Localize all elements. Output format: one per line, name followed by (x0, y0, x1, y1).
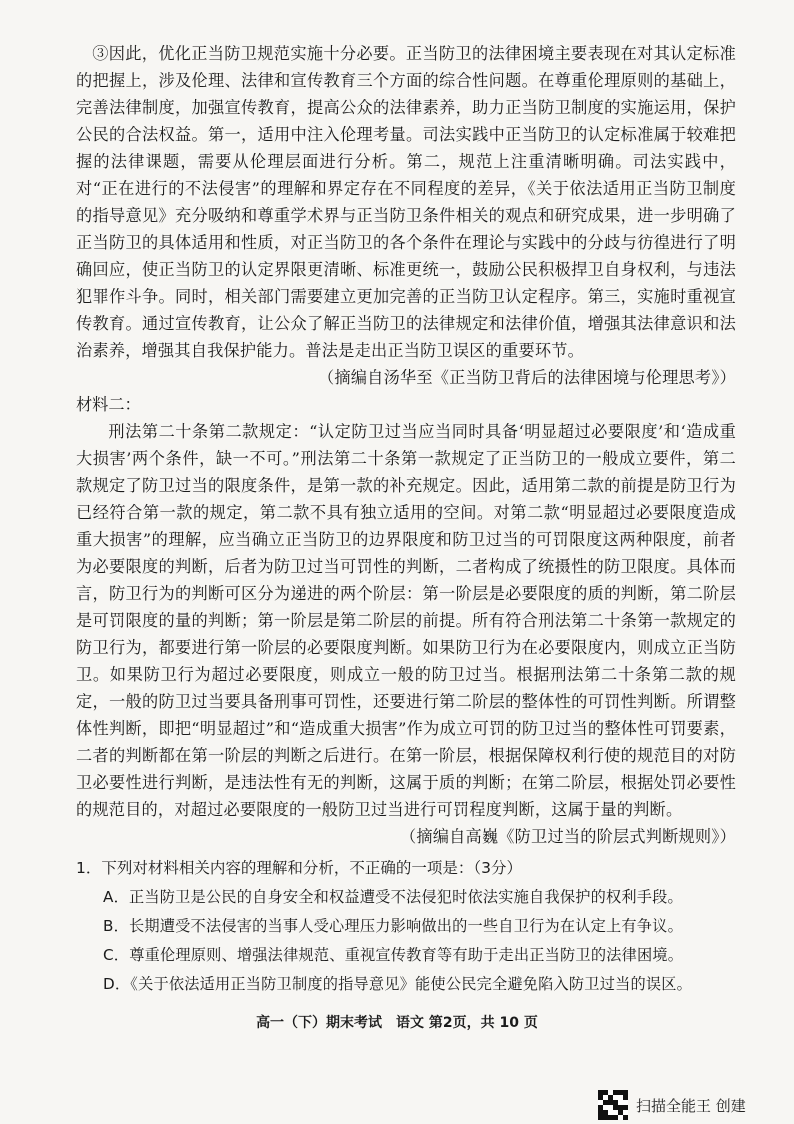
page-footer: 高一（下）期末考试 语文 第2页，共 10 页 (256, 1015, 538, 1031)
material2-paragraph: 刑法第二十条第二款规定：“认定防卫过当应当同时具备‘明显超过必要限度’和‘造成重大损害’两个条件，缺一不可。”刑法第二十条第一款规定了正当防卫的一般成立要件，第二款规定了防卫过当的限度条件，是第一款的补充规定。因此，适用第二款的前提是防卫行为已经符合第一款的规定，第二款不具有独立适用的空间。对第二款“明显超过必要限度造成重大损害”的理解，应当确立正当防卫的边界限度和防卫过当的可罚限度这两种限度，前者为必要限度的判断，后者为防卫过当可罚性的判断，二者构成了统摄性的防卫限度。具体而言，防卫行为的判断可区分为递进的两个阶层：第一阶层是必要限度的质的判断，第二阶层是可罚限度的量的判断；第一阶层是第二阶层的前提。所有符合刑法第二十条第一款规定的防卫行为，都要进行第一阶层的必要限度判断。如果防卫行为在必要限度内，则成立正当防卫。如果防卫行为超过必要限度，则成立一般的防卫过当。根据刑法第二十条第二款的规定，一般的防卫过当要具备刑事可罚性，还要进行第二阶层的整体性的可罚性判断。所谓整体性判断，即把“明显超过”和“造成重大损害”作为成立可罚的防卫过当的整体性可罚要素，二者的判断都在第一阶层的判断之后进行。在第一阶层，根据保障权利行使的规范目的对防卫必要性进行判断，是违法性有无的判断，这属于质的判断；在第二阶层，根据处罚必要性的规范目的，对超过必要限度的一般防卫过当进行可罚程度判断，这属于量的判断。 (76, 422, 736, 819)
qr-code-icon (598, 1090, 628, 1120)
question-stem: 1．下列对材料相关内容的理解和分析，不正确的一项是：（3分） (76, 859, 522, 877)
scanner-watermark (598, 1090, 746, 1120)
option-d: D．《关于依法适用正当防卫制度的指导意见》能使公民完全避免陷入防卫过当的误区。 (103, 975, 693, 993)
option-a: A．正当防卫是公民的自身安全和权益遭受不法侵犯时依法实施自我保护的权利手段。 (103, 888, 683, 906)
watermark-text: 扫描全能王 创建 (636, 1096, 746, 1115)
material2-source: （摘编自高巍《防卫过当的阶层式判断规则》） (399, 827, 736, 846)
option-c: C．尊重伦理原则、增强法律规范、重视宣传教育等有助于走出正当防卫的法律困境。 (103, 946, 684, 964)
option-b: B．长期遭受不法侵害的当事人受心理压力影响做出的一些自卫行为在认定上有争议。 (103, 917, 683, 935)
material1-source: （摘编自汤华至《正当防卫背后的法律困境与伦理思考》） (318, 368, 736, 387)
page-content (76, 40, 736, 999)
material2-label: 材料二： (76, 395, 141, 414)
material1-paragraph: ③因此，优化正当防卫规范实施十分必要。正当防卫的法律困境主要表现在对其认定标准的把握上，涉及伦理、法律和宣传教育三个方面的综合性问题。在尊重伦理原则的基础上，完善法律制度，加强宣传教育，提高公众的法律素养，助力正当防卫制度的实施运用，保护公民的合法权益。第一，适用中注入伦理考量。司法实践中正当防卫的认定标准属于较难把握的法律课题，需要从伦理层面进行分析。第二，规范上注重清晰明确。司法实践中，对“正在进行的不法侵害”的理解和界定存在不同程度的差异，《关于依法适用正当防卫制度的指导意见》充分吸纳和尊重学术界与正当防卫条件相关的观点和研究成果，进一步明确了正当防卫的具体适用和性质，对正当防卫的各个条件在理论与实践中的分歧与彷徨进行了明确回应，使正当防卫的认定界限更清晰、标准更统一，鼓励公民积极捍卫自身权利，与违法犯罪作斗争。同时，相关部门需要建立更加完善的正当防卫认定程序。第三，实施时重视宣传教育。通过宣传教育，让公众了解正当防卫的法律规定和法律价值，增强其法律意识和法治素养，增强其自我保护能力。普法是走出正当防卫误区的重要环节。 (76, 44, 736, 360)
